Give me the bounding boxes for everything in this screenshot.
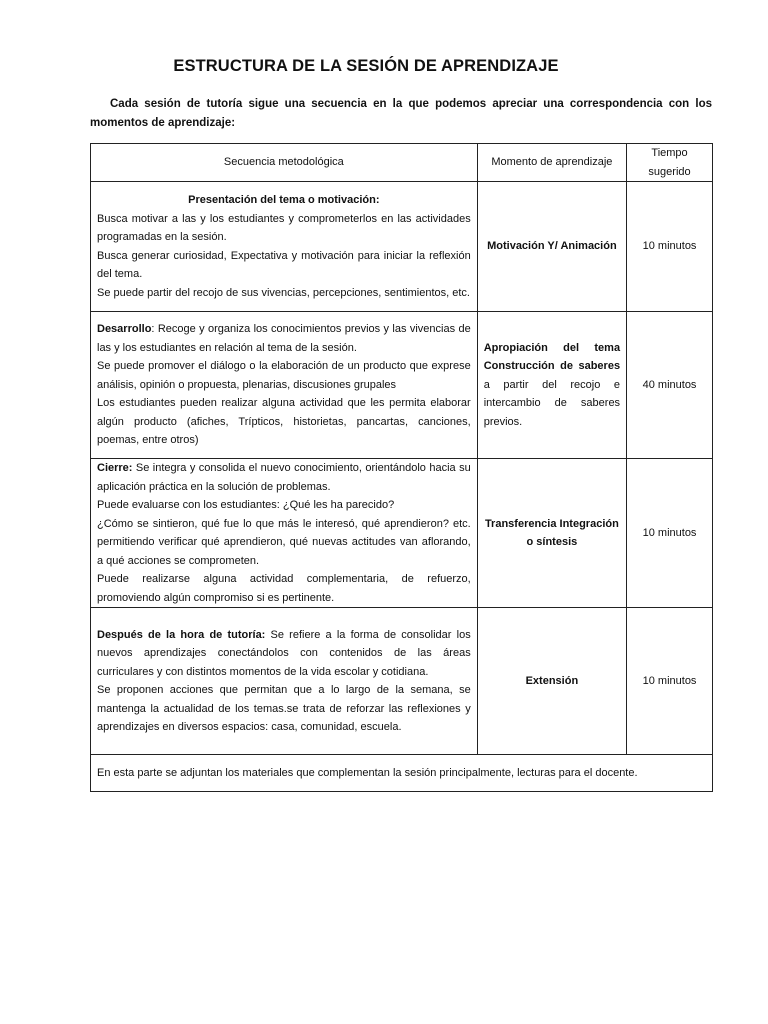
sequence-line: Se puede promover el diálogo o la elaboración de un producto que exprese análisis, opinión o propuesta, plenarias, discusiones grupales (97, 360, 471, 391)
sequence-line: Puede realizarse alguna actividad complementaria, de refuerzo, promoviendo algún compromiso si es pertinente. (97, 573, 471, 604)
moment-cell: Extensión (477, 608, 626, 755)
table-row (91, 459, 713, 608)
time-cell: 40 minutos (627, 312, 713, 459)
header-time: Tiempo sugerido (627, 144, 713, 182)
row-lead: Cierre: (97, 462, 133, 474)
table-header-row (91, 144, 713, 182)
header-moment: Momento de aprendizaje (477, 144, 626, 182)
row-lead-rest: : Recoge y organiza los conocimientos previos y las vivencias de las y los estudiantes en relación al tema de la sesión. (97, 323, 471, 354)
sequence-line: Puede evaluarse con los estudiantes: ¿Qué les ha parecido? (97, 499, 395, 511)
sequence-line: Busca motivar a las y los estudiantes y comprometerlos en las actividades programadas en la sesión. (97, 212, 471, 243)
time-cell: 10 minutos (627, 459, 713, 608)
sequence-cell (91, 312, 478, 459)
moment-cell (477, 312, 626, 459)
sequence-line (97, 626, 471, 682)
moment-cell: Transferencia Integración o síntesis (477, 459, 626, 608)
sequence-line: Los estudiantes pueden realizar alguna actividad que les permita elaborar algún producto (afiches, Trípticos, historietas, pancartas, canciones, poemas, entre otros) (97, 397, 471, 447)
row-lead: Desarrollo (97, 323, 152, 336)
moment-cell: Motivación Y/ Animación (477, 182, 626, 312)
sequence-cell (91, 608, 478, 755)
time-cell: 10 minutos (627, 182, 713, 312)
header-sequence: Secuencia metodológica (91, 144, 478, 182)
sequence-line: Busca generar curiosidad, Expectativa y motivación para iniciar la reflexión del tema. (97, 249, 471, 280)
sequence-line (97, 459, 471, 496)
row-lead-rest: Se refiere a la forma de consolidar los nuevos aprendizajes conectándolos con contenidos de las áreas curriculares y con distintos momentos de la vida escolar y cotidiana. (97, 628, 471, 678)
table-row (91, 312, 713, 459)
moment-rest: a partir del recojo e intercambio de saberes previos. (483, 378, 621, 428)
row-heading: Presentación del tema o motivación: (188, 194, 380, 206)
row-lead: Después de la hora de tutoría: (97, 628, 266, 641)
sequence-line: ¿Cómo se sintieron, qué fue lo que más le interesó, qué aprendieron? etc. permitiendo verificar qué aprendieron, qué nuevas actitudes van aflorando, a qué acciones se comprometen. (97, 517, 471, 567)
footer-cell: En esta parte se adjuntan los materiales que complementan la sesión principalmente, lecturas para el docente. (91, 755, 713, 792)
page-title: ESTRUCTURA DE LA SESIÓN DE APRENDIZAJE (173, 57, 559, 75)
table-row (91, 182, 713, 312)
sequence-cell (91, 182, 478, 312)
sequence-cell (91, 459, 478, 608)
table-row (91, 608, 713, 755)
table-footer-row (91, 755, 713, 792)
time-cell: 10 minutos (627, 608, 713, 755)
intro-paragraph: Cada sesión de tutoría sigue una secuencia en la que podemos apreciar una correspondencia con los momentos de aprendizaje: (90, 98, 712, 129)
session-structure-table (90, 143, 713, 792)
moment-bold: Apropiación del tema Construcción de saberes (483, 341, 621, 373)
sequence-line: Se proponen acciones que permitan que a lo largo de la semana, se mantenga la actualidad de los temas.se trata de reforzar las reflexiones y aprendizajes en diversos espacios: casa, comunidad, escuela. (97, 684, 471, 733)
sequence-line (97, 320, 471, 357)
row-lead-rest: Se integra y consolida el nuevo conocimiento, orientándolo hacia su aplicación práctica en la solución de problemas. (97, 462, 471, 493)
sequence-line: Se puede partir del recojo de sus vivencias, percepciones, sentimientos, etc. (97, 286, 470, 299)
